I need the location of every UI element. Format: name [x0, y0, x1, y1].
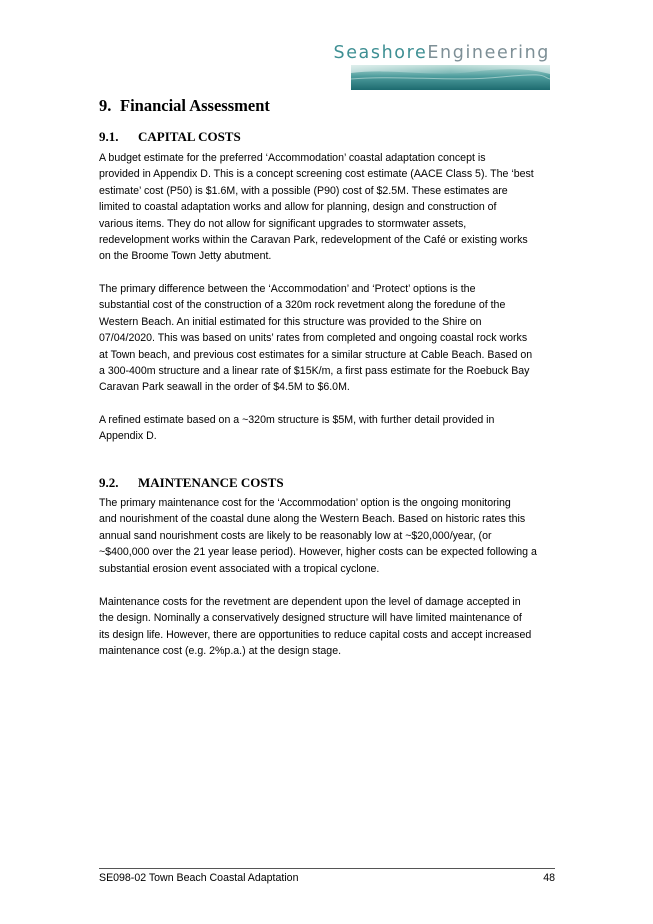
- paragraph: [99, 594, 569, 660]
- text-line: redevelopment works within the Caravan Park, redevelopment of the Café or existing works: [99, 234, 528, 247]
- text-line: A refined estimate based on a ~320m structure is $5M, with further detail provided in: [99, 414, 495, 426]
- text-line: The primary difference between the ‘Accommodation’ and ‘Protect’ options is the: [99, 283, 476, 295]
- subsection-heading-maintenance: [99, 475, 284, 491]
- subsection-number: 9.1.: [99, 129, 119, 144]
- text-line: Appendix D.: [99, 430, 157, 443]
- text-line: limited to coastal adaptation works and allow for planning, design and construction of: [99, 201, 497, 214]
- text-line: substantial erosion event associated with a tropical cyclone.: [99, 562, 380, 575]
- text-line: estimate’ cost (P50) is $1.6M, with a possible (P90) cost of $2.5M. These estimates are: [99, 184, 508, 197]
- subsection-title: CAPITAL COSTS: [138, 129, 241, 144]
- subsection-title: MAINTENANCE COSTS: [138, 475, 284, 490]
- text-line: ~$400,000 over the 21 year lease period). However, higher costs can be expected following a: [99, 546, 537, 559]
- paragraph: [99, 281, 569, 396]
- text-line: a 300-400m structure and a linear rate of $15K/m, a first pass estimate for the Roebuck Bay: [99, 365, 530, 378]
- logo-wave-graphic: [351, 65, 550, 90]
- subsection-heading-capital: [99, 129, 241, 145]
- text-line: annual sand nourishment costs are likely to be reasonably low at ~$20,000/year, (or: [99, 529, 492, 542]
- page-number: 48: [543, 872, 555, 884]
- text-line: 07/04/2020. This was based on units’ rates from completed and ongoing coastal rock works: [99, 332, 528, 345]
- section-title: Financial Assessment: [120, 96, 270, 115]
- paragraph: [99, 150, 569, 265]
- text-line: Caravan Park seawall in the order of $4.5M to $6.0M.: [99, 381, 350, 394]
- text-line: Maintenance costs for the revetment are dependent upon the level of damage accepted in: [99, 596, 521, 608]
- subsection-number: 9.2.: [99, 475, 119, 490]
- logo-wordmark: [333, 42, 550, 64]
- text-line: provided in Appendix D. This is a concept screening cost estimate (AACE Class 5). The ‘best: [99, 168, 534, 181]
- text-line: various items. They do not allow for significant upgrades to stormwater assets,: [99, 217, 467, 230]
- logo-word-seashore: Seashore: [333, 43, 428, 63]
- section-heading: [99, 96, 270, 116]
- logo-word-engineering: Engineering: [427, 43, 550, 63]
- text-line: A budget estimate for the preferred ‘Accommodation’ coastal adaptation concept is: [99, 152, 486, 164]
- text-line: and nourishment of the coastal dune along the Western Beach. Based on historic rates this: [99, 513, 526, 526]
- footer-divider: [99, 868, 555, 869]
- text-line: The primary maintenance cost for the ‘Accommodation’ option is the ongoing monitoring: [99, 497, 511, 509]
- company-logo: [333, 42, 550, 90]
- text-line: substantial cost of the construction of a 320m rock revetment along the foredune of the: [99, 299, 506, 312]
- paragraph: [99, 495, 569, 577]
- footer-document-title: SE098-02 Town Beach Coastal Adaptation: [99, 872, 299, 884]
- section-number: 9.: [99, 96, 112, 115]
- text-line: on the Broome Town Jetty abutment.: [99, 250, 272, 263]
- text-line: its design life. However, there are opportunities to reduce capital costs and accept increased: [99, 628, 532, 641]
- paragraph: [99, 412, 569, 445]
- text-line: Western Beach. An initial estimated for this structure was provided to the Shire on: [99, 315, 482, 328]
- text-line: the design. Nominally a conservatively designed structure will have limited maintenance of: [99, 612, 522, 625]
- text-line: maintenance cost (e.g. 2%p.a.) at the design stage.: [99, 645, 342, 658]
- text-line: at Town beach, and previous cost estimates for a similar structure at Cable Beach. Based on: [99, 348, 533, 361]
